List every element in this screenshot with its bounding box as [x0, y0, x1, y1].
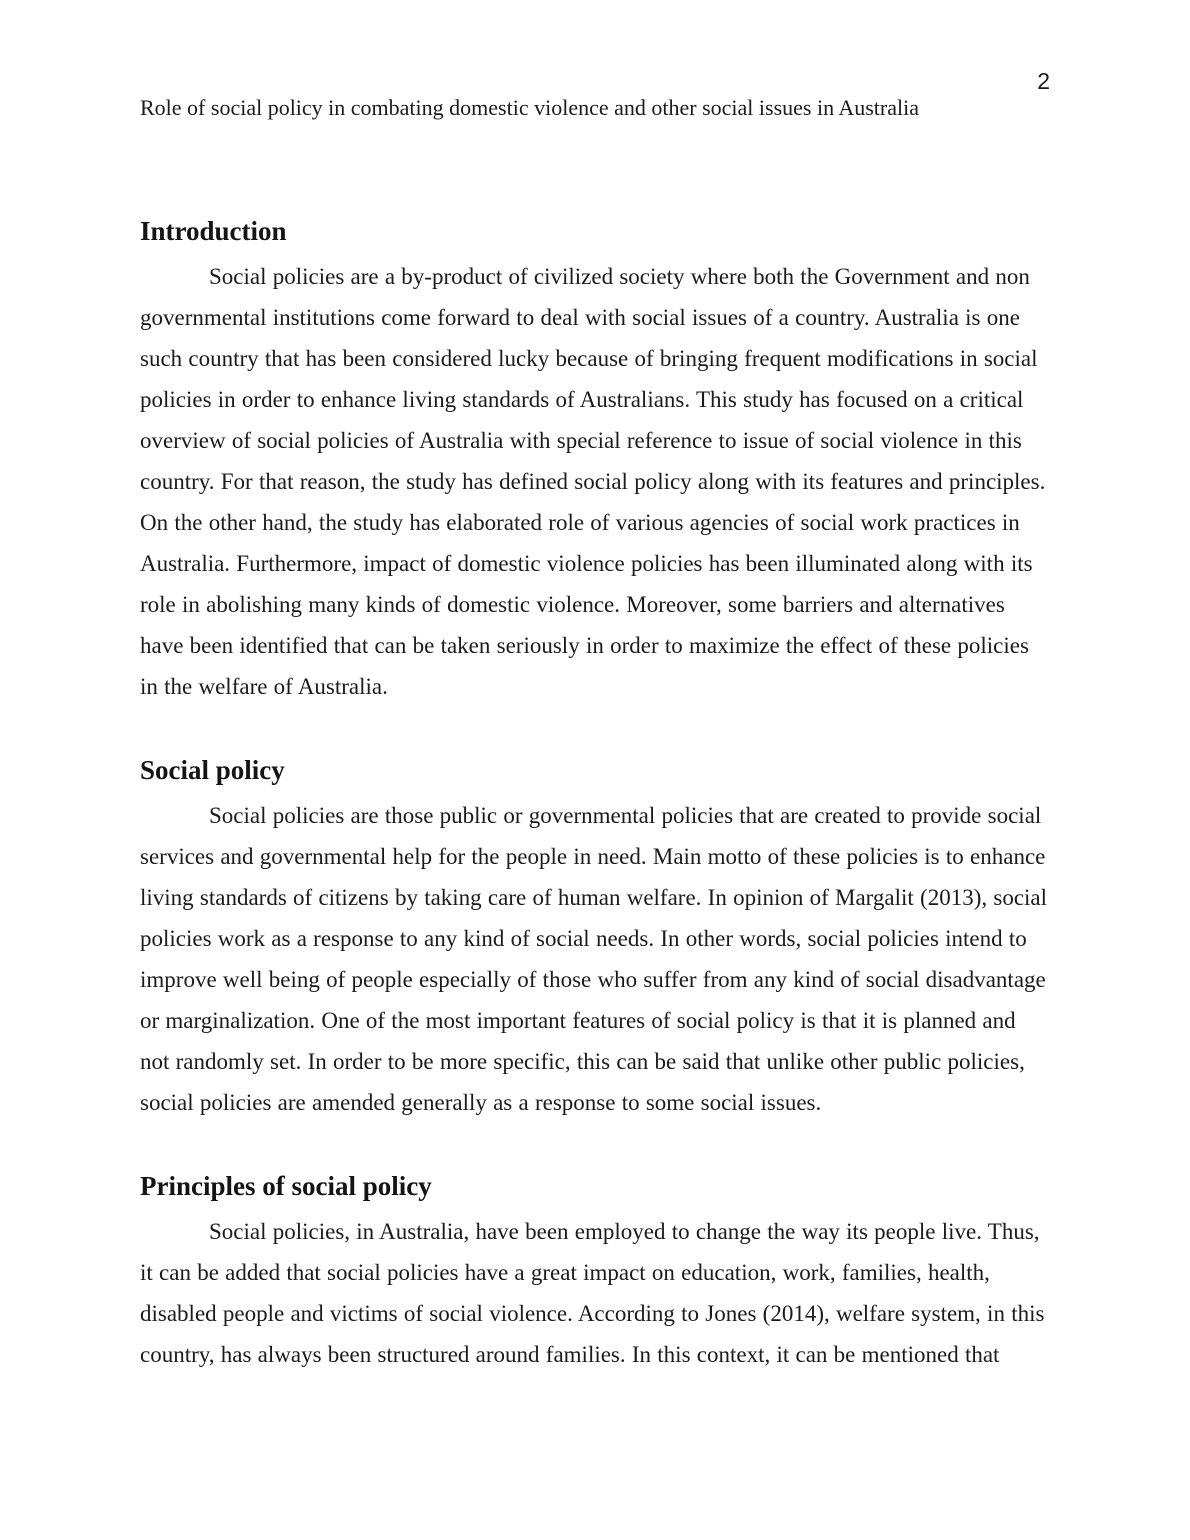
running-head: Role of social policy in combating domestic violence and other social issues in Australia	[140, 95, 919, 120]
section-principles-of-social-policy	[140, 1169, 1050, 1375]
document-body	[140, 214, 1050, 1375]
section-heading-principles: Principles of social policy	[140, 1171, 432, 1201]
paragraph-introduction: Social policies are a by-product of civilized society where both the Government and non governmental institutions come forward to deal with social issues of a country. Australia is one such country that has been considered lucky because of bringing frequent modifications in social policies in order to enhance living standards of Australians. This study has focused on a critical overview of social policies of Australia with special reference to issue of social violence in this country. For that reason, the study has defined social policy along with its features and principles. On the other hand, the study has elaborated role of various agencies of social work practices in Australia. Furthermore, impact of domestic violence policies has been illuminated along with its role in abolishing many kinds of domestic violence. Moreover, some barriers and alternatives have been identified that can be taken seriously in order to maximize the effect of these policies in the welfare of Australia.	[140, 264, 1046, 699]
section-heading-introduction: Introduction	[140, 216, 287, 246]
paragraph-social-policy: Social policies are those public or governmental policies that are created to provide social services and governmental help for the people in need. Main motto of these policies is to enhance living standards of citizens by taking care of human welfare. In opinion of Margalit (2013), social policies work as a response to any kind of social needs. In other words, social policies intend to improve well being of people especially of those who suffer from any kind of social disadvantage or marginalization. One of the most important features of social policy is that it is planned and not randomly set. In order to be more specific, this can be said that unlike other public policies, social policies are amended generally as a response to some social issues.	[140, 803, 1048, 1115]
page-number: 2	[1037, 68, 1050, 94]
section-social-policy	[140, 753, 1050, 1123]
paragraph-principles: Social policies, in Australia, have been employed to change the way its people live. Thus, it can be added that social policies have a great impact on education, work, families, health, disabled people and victims of social violence. According to Jones (2014), welfare system, in this country, has always been structured around families. In this context, it can be mentioned that	[140, 1219, 1045, 1367]
section-heading-social-policy: Social policy	[140, 755, 285, 785]
section-introduction	[140, 214, 1050, 707]
